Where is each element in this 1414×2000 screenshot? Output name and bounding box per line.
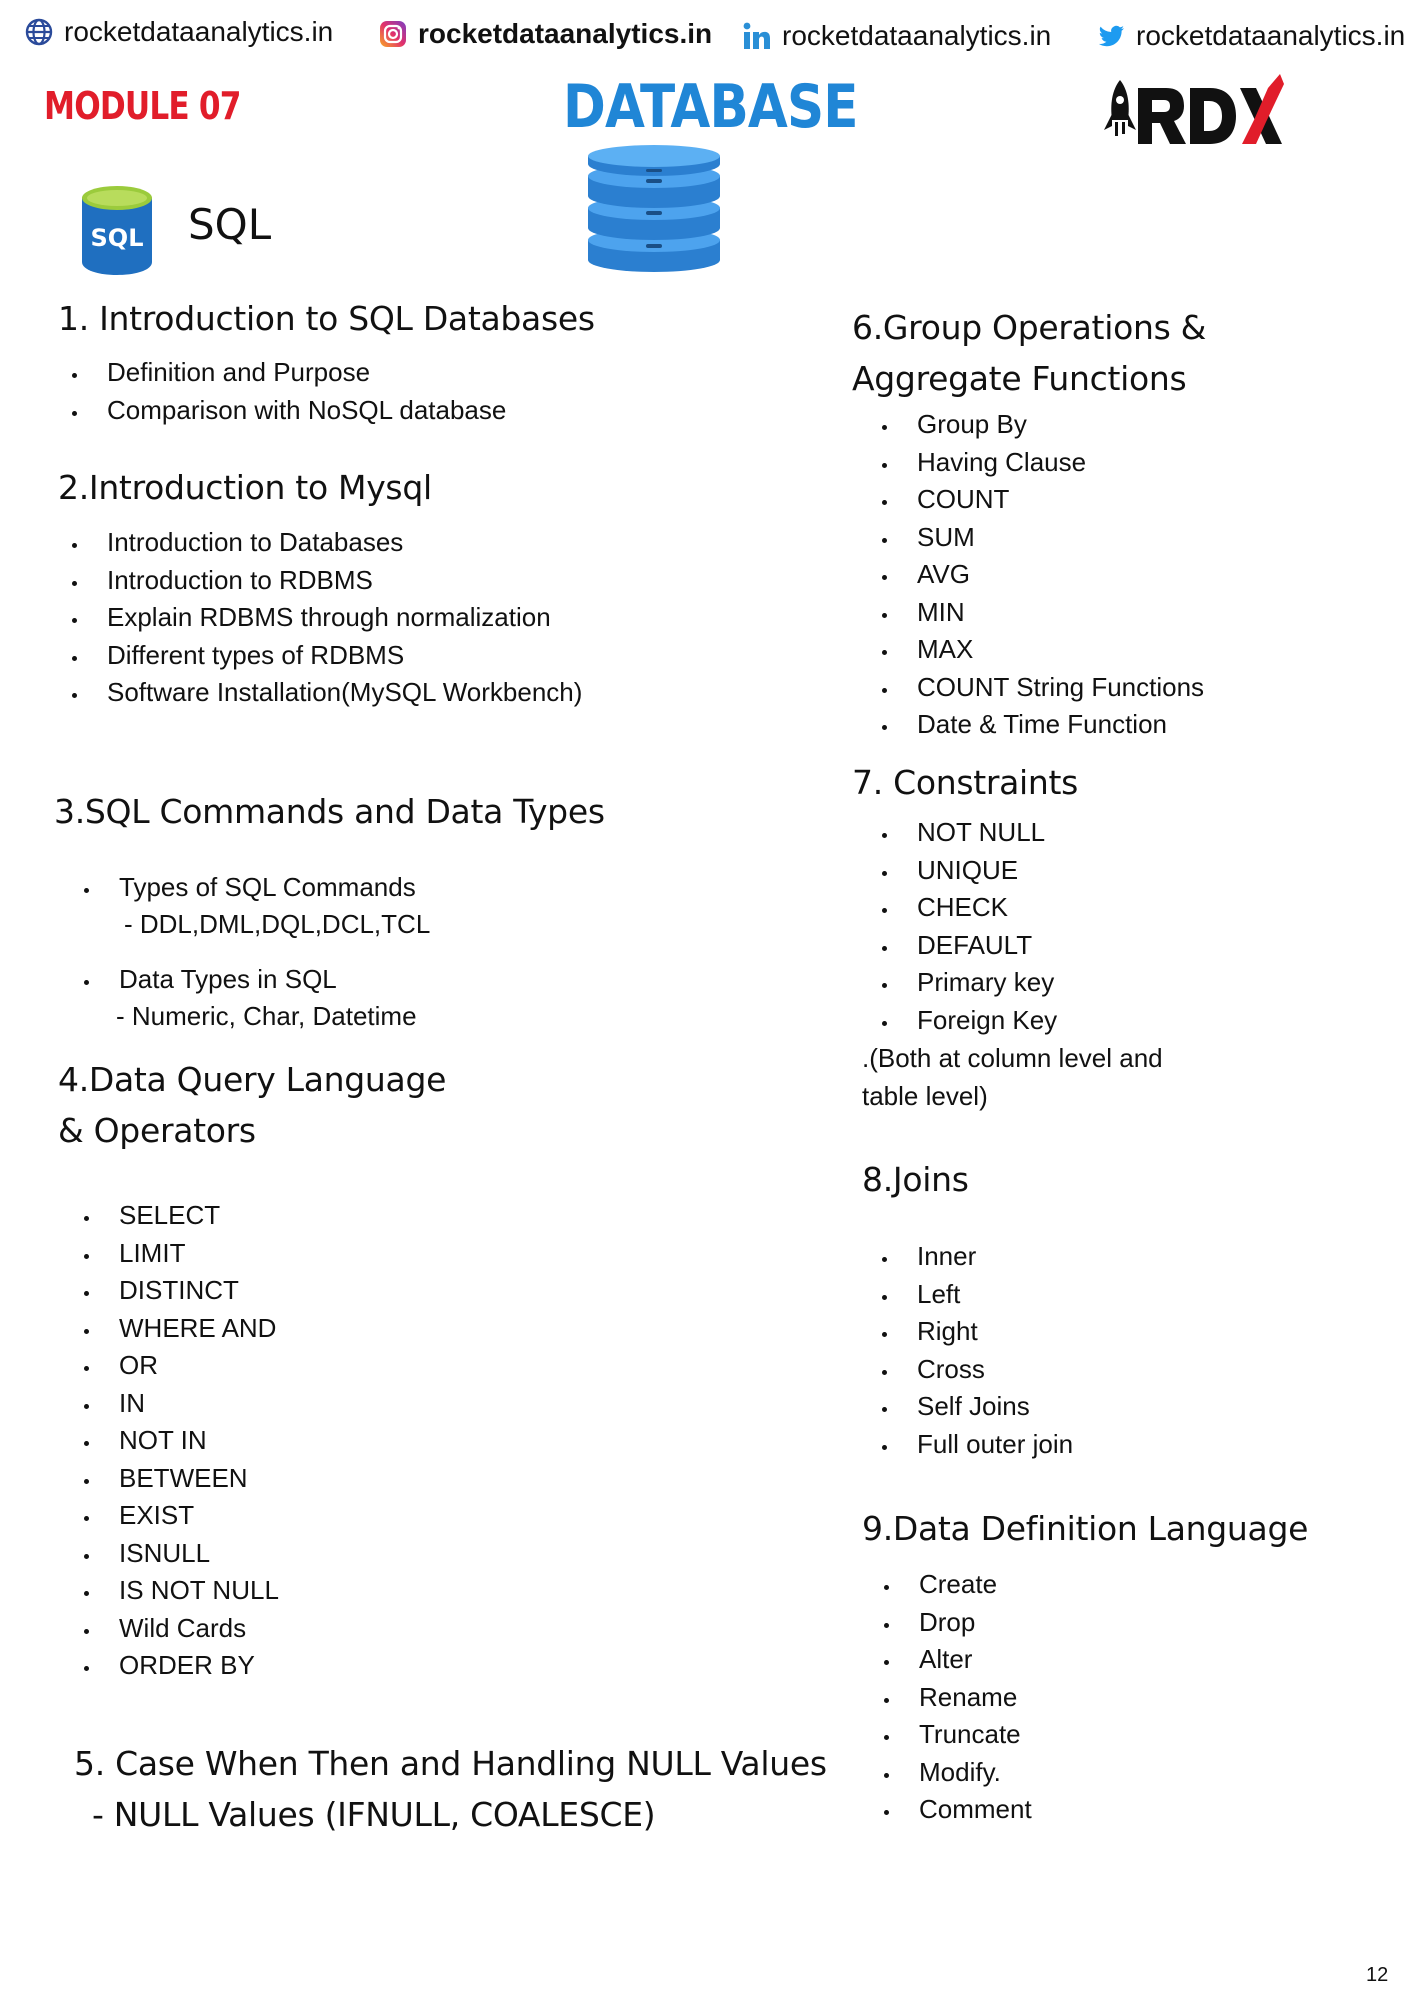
list-item: Create bbox=[884, 1566, 1032, 1604]
list-item: OR bbox=[84, 1347, 279, 1385]
instagram-icon bbox=[378, 19, 408, 49]
list-item: ISNULL bbox=[84, 1535, 279, 1573]
section-3-subnote-b: - Numeric, Char, Datetime bbox=[116, 1001, 417, 1031]
list-item: EXIST bbox=[84, 1497, 279, 1535]
module-label: MODULE 07 bbox=[44, 84, 241, 128]
list-item: SELECT bbox=[84, 1197, 279, 1235]
website-text: rocketdataanalytics.in bbox=[64, 16, 334, 47]
list-item: BETWEEN bbox=[84, 1460, 279, 1498]
section-7-note-line2: table level) bbox=[862, 1081, 988, 1111]
list-item: COUNT String Functions bbox=[882, 669, 1204, 707]
list-item: WHERE AND bbox=[84, 1310, 279, 1348]
list-item: DISTINCT bbox=[84, 1272, 279, 1310]
list-item: SUM bbox=[882, 519, 1204, 557]
list-item: Group By bbox=[882, 406, 1204, 444]
list-item: Comment bbox=[884, 1791, 1032, 1829]
list-item: Full outer join bbox=[882, 1426, 1073, 1464]
section-4-list bbox=[84, 1197, 279, 1685]
list-item: Primary key bbox=[882, 964, 1057, 1002]
twitter-link[interactable] bbox=[1096, 20, 1405, 52]
section-6-title-line2: Aggregate Functions bbox=[852, 359, 1187, 398]
list-item: Definition and Purpose bbox=[72, 354, 506, 392]
list-item: Self Joins bbox=[882, 1388, 1073, 1426]
section-7-title: 7. Constraints bbox=[852, 763, 1079, 802]
section-9-title: 9.Data Definition Language bbox=[862, 1509, 1309, 1548]
list-item: NOT NULL bbox=[882, 814, 1057, 852]
linkedin-text: rocketdataanalytics.in bbox=[782, 20, 1052, 51]
section-8-list bbox=[882, 1238, 1073, 1463]
section-5-title-line2: - NULL Values (IFNULL, COALESCE) bbox=[92, 1795, 656, 1834]
list-item: LIMIT bbox=[84, 1235, 279, 1273]
list-item: Cross bbox=[882, 1351, 1073, 1389]
section-9-list bbox=[884, 1566, 1032, 1829]
list-item: ORDER BY bbox=[84, 1647, 279, 1685]
list-item: Right bbox=[882, 1313, 1073, 1351]
list-item: Software Installation(MySQL Workbench) bbox=[72, 674, 582, 712]
instagram-text: rocketdataanalytics.in bbox=[418, 18, 713, 49]
list-item: IS NOT NULL bbox=[84, 1572, 279, 1610]
list-item: Drop bbox=[884, 1604, 1032, 1642]
list-item: Wild Cards bbox=[84, 1610, 279, 1648]
twitter-bird-icon bbox=[1096, 21, 1126, 51]
list-item: NOT IN bbox=[84, 1422, 279, 1460]
list-item: Modify. bbox=[884, 1754, 1032, 1792]
list-item: Introduction to Databases bbox=[72, 524, 582, 562]
section-3-subnote-a: - DDL,DML,DQL,DCL,TCL bbox=[124, 909, 431, 939]
list-item: COUNT bbox=[882, 481, 1204, 519]
list-item: MAX bbox=[882, 631, 1204, 669]
instagram-link[interactable] bbox=[378, 18, 712, 50]
list-item: Date & Time Function bbox=[882, 706, 1204, 744]
list-item: Truncate bbox=[884, 1716, 1032, 1754]
globe-icon bbox=[24, 17, 54, 47]
list-item: Explain RDBMS through normalization bbox=[72, 599, 582, 637]
section-5-title-line1: 5. Case When Then and Handling NULL Values bbox=[74, 1744, 827, 1783]
section-1-title: 1. Introduction to SQL Databases bbox=[58, 299, 595, 338]
list-item: CHECK bbox=[882, 889, 1057, 927]
list-item: AVG bbox=[882, 556, 1204, 594]
section-7-list bbox=[882, 814, 1057, 1039]
section-2-title: 2.Introduction to Mysql bbox=[58, 468, 432, 507]
section-3-list-b bbox=[84, 961, 337, 999]
list-item: Introduction to RDBMS bbox=[72, 562, 582, 600]
list-item: Comparison with NoSQL database bbox=[72, 392, 506, 430]
list-item: Having Clause bbox=[882, 444, 1204, 482]
rdx-logo-icon bbox=[1104, 74, 1284, 158]
section-6-list bbox=[882, 406, 1204, 744]
section-3-list-a bbox=[84, 869, 416, 907]
page-number: 12 bbox=[1366, 1964, 1389, 1986]
list-item: Inner bbox=[882, 1238, 1073, 1276]
website-link[interactable] bbox=[24, 16, 333, 48]
list-item: MIN bbox=[882, 594, 1204, 632]
list-item: Types of SQL Commands bbox=[84, 869, 416, 907]
list-item: Data Types in SQL bbox=[84, 961, 337, 999]
sql-label: SQL bbox=[188, 200, 272, 249]
list-item: Alter bbox=[884, 1641, 1032, 1679]
linkedin-icon bbox=[742, 21, 772, 51]
section-7-note-line1: .(Both at column level and bbox=[862, 1043, 1163, 1073]
section-4-title-line1: 4.Data Query Language bbox=[58, 1060, 447, 1099]
section-6-title-line1: 6.Group Operations & bbox=[852, 308, 1207, 347]
section-2-list bbox=[72, 524, 582, 712]
list-item: Rename bbox=[884, 1679, 1032, 1717]
list-item: IN bbox=[84, 1385, 279, 1423]
sql-badge-text: SQL bbox=[90, 224, 144, 252]
section-8-title: 8.Joins bbox=[862, 1160, 969, 1199]
section-4-title-line2: & Operators bbox=[58, 1111, 256, 1150]
linkedin-link[interactable] bbox=[742, 20, 1051, 52]
list-item: DEFAULT bbox=[882, 927, 1057, 965]
list-item: UNIQUE bbox=[882, 852, 1057, 890]
database-stack-icon bbox=[586, 144, 722, 272]
section-3-title: 3.SQL Commands and Data Types bbox=[54, 792, 605, 831]
list-item: Foreign Key bbox=[882, 1002, 1057, 1040]
sql-database-icon bbox=[80, 184, 154, 276]
list-item: Different types of RDBMS bbox=[72, 637, 582, 675]
section-1-list bbox=[72, 354, 506, 429]
twitter-text: rocketdataanalytics.in bbox=[1136, 20, 1406, 51]
page-title: DATABASE bbox=[563, 72, 858, 142]
list-item: Left bbox=[882, 1276, 1073, 1314]
